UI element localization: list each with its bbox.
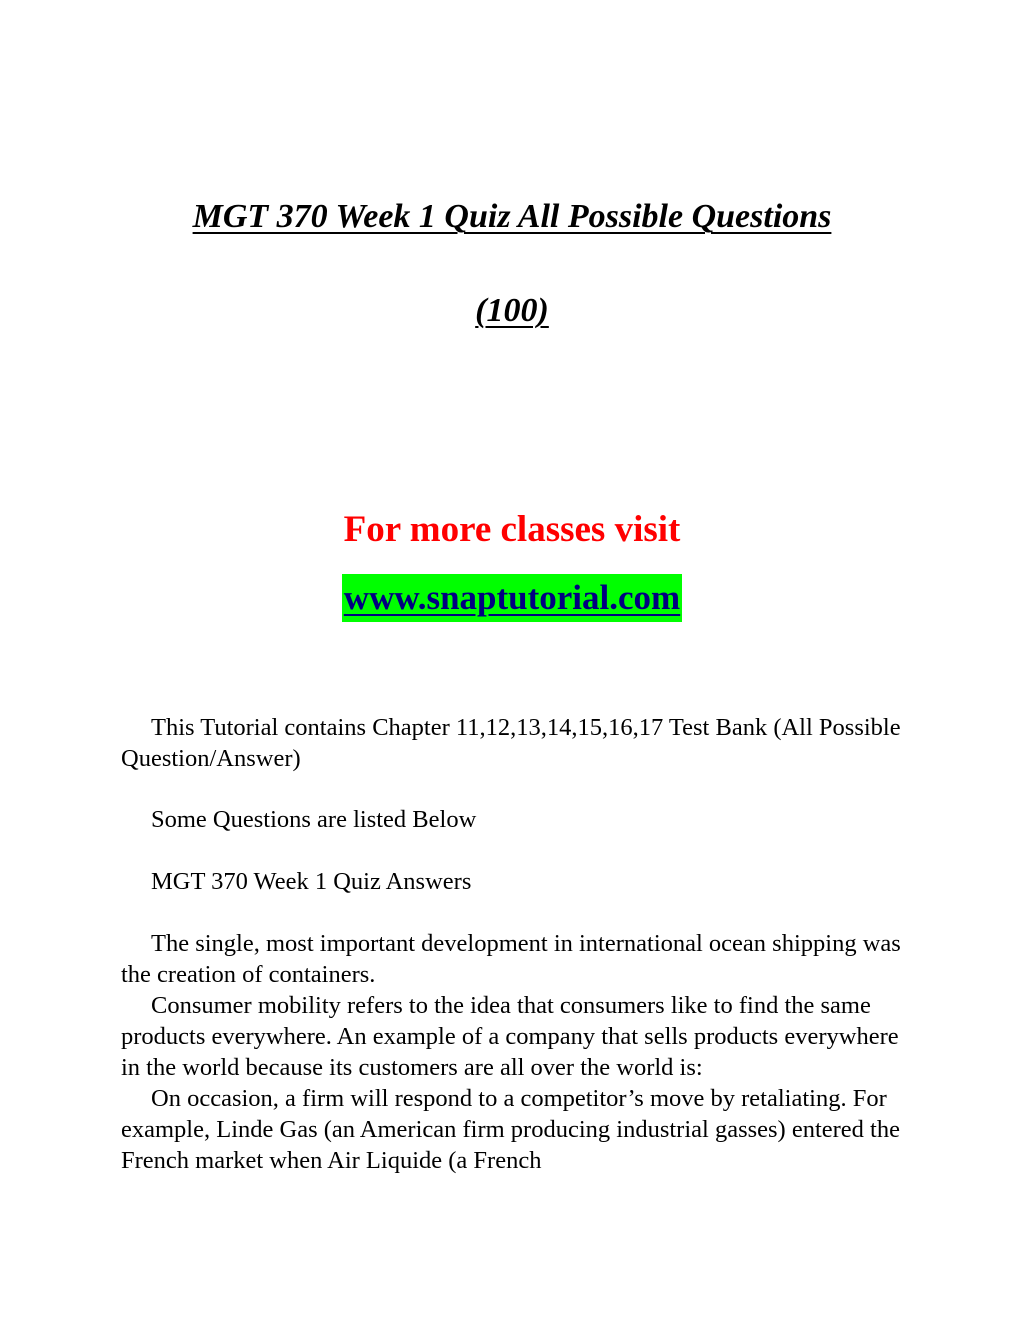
questions-list (121, 928, 911, 1176)
promo-text: For more classes visit (343, 509, 681, 550)
intro-block (121, 712, 911, 774)
section-heading: MGT 370 Week 1 Quiz Answers (151, 868, 472, 895)
page-title-count: (100) (475, 292, 549, 329)
question-item: On occasion, a firm will respond to a competitor’s move by retaliating. For example, Linde Gas (an American firm producing industrial gasses) entered the French market when Air Liquide (a French (121, 1085, 900, 1174)
listed-block (121, 804, 911, 835)
listed-label: Some Questions are listed Below (151, 806, 477, 833)
question-item: Consumer mobility refers to the idea that consumers like to find the same products everywhere. An example of a company that sells products everywhere in the world because its customers are all over the world is: (121, 992, 899, 1081)
website-link[interactable]: www.snaptutorial.com (342, 574, 682, 622)
page-title: MGT 370 Week 1 Quiz All Possible Questions (192, 198, 832, 235)
section-block (121, 866, 911, 897)
question-item: The single, most important development in international ocean shipping was the creation of containers. (121, 930, 901, 988)
link-container (0, 574, 1024, 622)
intro-paragraph: This Tutorial contains Chapter 11,12,13,14,15,16,17 Test Bank (All Possible Question/Answer) (121, 714, 901, 772)
